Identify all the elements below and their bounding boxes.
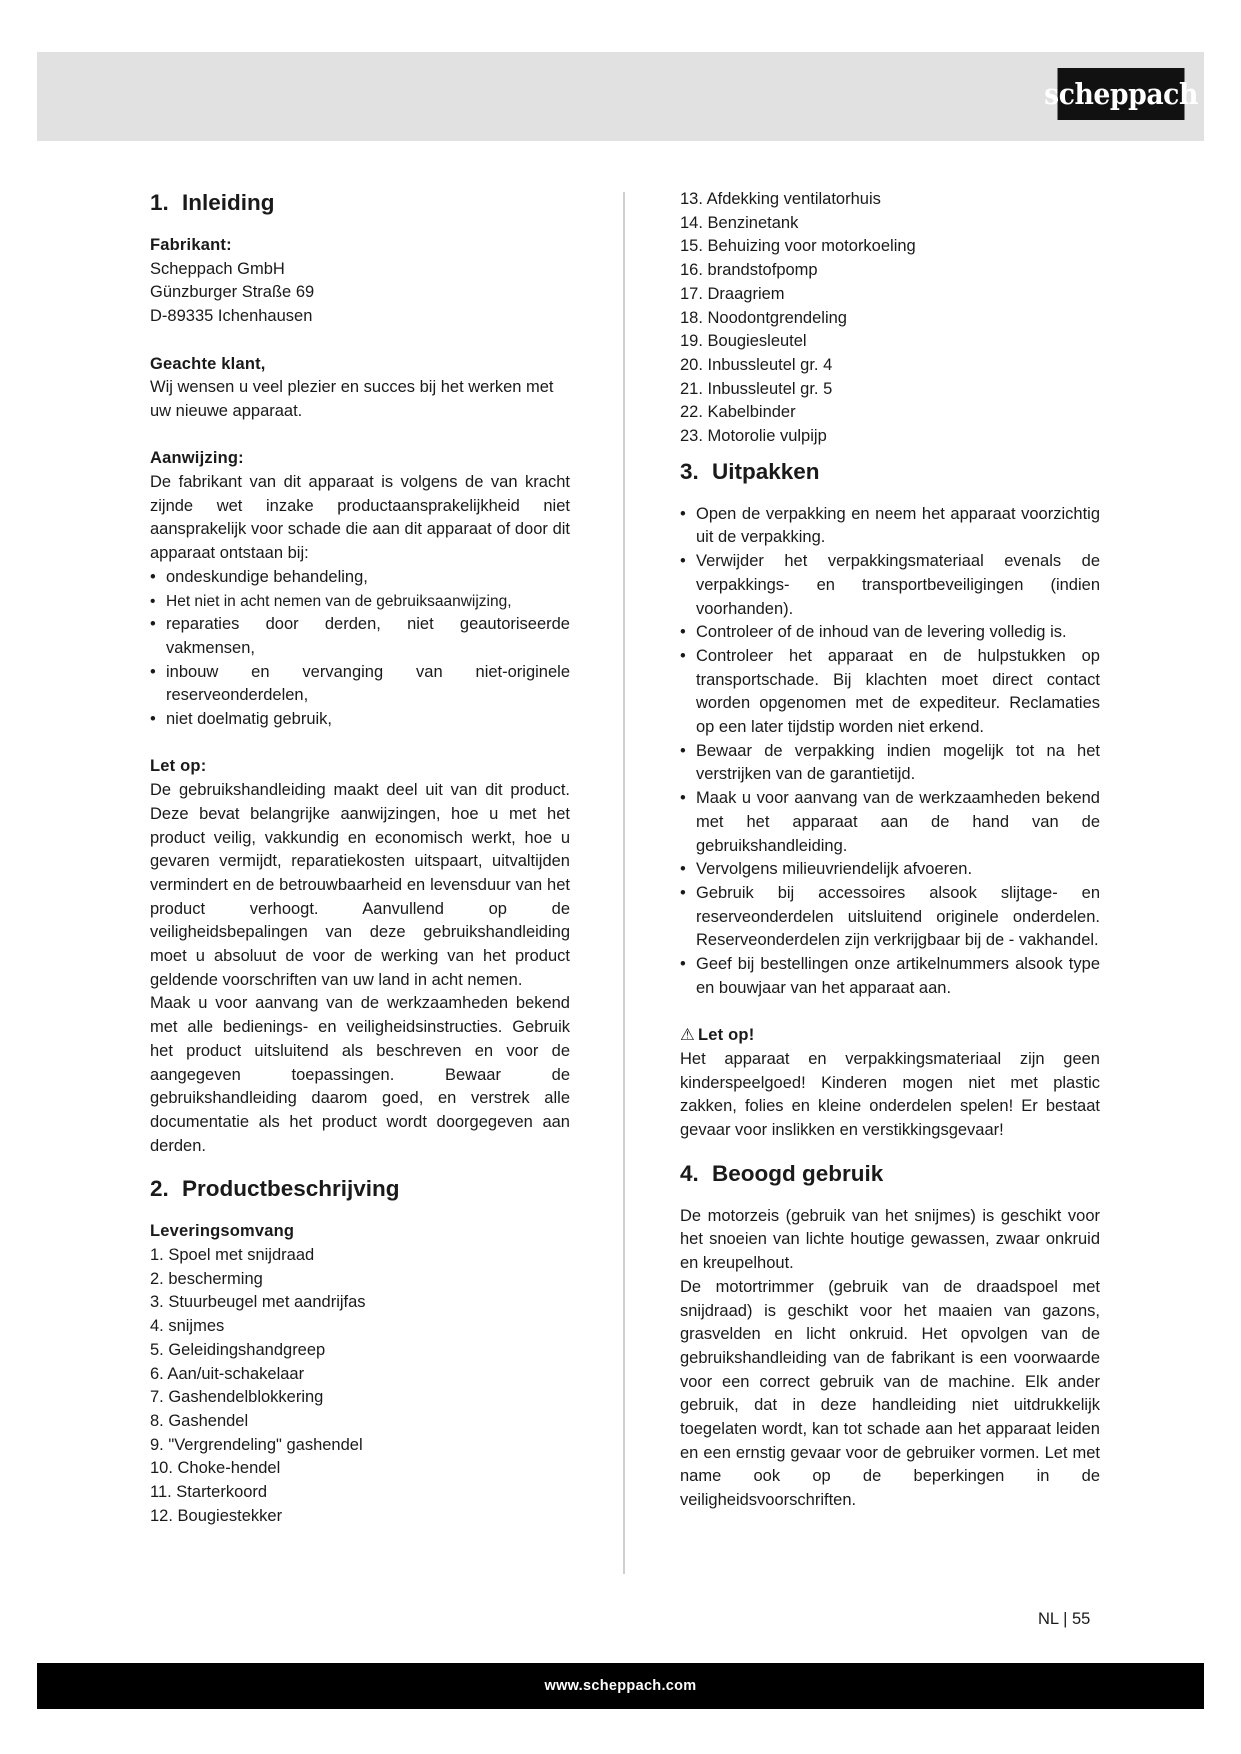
list-item: 9. "Vergrendeling" gashendel xyxy=(150,1435,363,1454)
warning-triangle-icon: ⚠ xyxy=(680,1026,695,1045)
list-item: • Controleer of de inhoud van de levering volledig is. xyxy=(680,621,1100,645)
fabrikant-line-1: Scheppach GmbH xyxy=(150,259,285,278)
section-3-heading xyxy=(680,457,1100,487)
list-item: 22. Kabelbinder xyxy=(680,403,796,422)
list-item: • inbouw en vervanging van niet-originele reserveonderdelen, xyxy=(150,661,570,708)
right-column xyxy=(680,188,1100,1513)
list-item: • niet doelmatig gebruik, xyxy=(150,708,570,732)
section-1-title: Inleiding xyxy=(182,190,275,215)
uitpakken-list xyxy=(680,503,1100,1001)
list-item: 11. Starterkoord xyxy=(150,1483,268,1502)
list-item: • Maak u voor aanvang van de werkzaamheden bekend met het apparaat aan de hand van de gebruikshandleiding. xyxy=(680,787,1100,858)
list-item: 6. Aan/uit-schakelaar xyxy=(150,1364,305,1383)
warning-text: Het apparaat en verpakkingsmateriaal zijn geen kinderspeelgoed! Kinderen mogen niet met plastic zakken, folies en kleine onderdelen spelen! Er bestaat gevaar voor inslikken en verstikkingsgevaar! xyxy=(680,1049,1100,1139)
list-item: 8. Gashendel xyxy=(150,1412,249,1430)
aanwijzing-text: De fabrikant van dit apparaat is volgens de van kracht zijnde wet inzake productaansprakelijkheid niet aansprakelijk voor schade die aan dit apparaat of door dit apparaat ontstaan bij: xyxy=(150,473,570,563)
list-item: • Bewaar de verpakking indien mogelijk tot na het verstrijken van de garantietijd. xyxy=(680,740,1100,787)
list-item: • Verwijder het verpakkingsmateriaal evenals de verpakkings- en transportbeveiligingen (indien voorhanden). xyxy=(680,550,1100,621)
list-item: 18. Noodontgrendeling xyxy=(680,308,847,327)
page-number-value: 55 xyxy=(1071,1610,1091,1628)
letop-text-1: De gebruikshandleiding maakt deel uit van dit product. Deze bevat belangrijke aanwijzingen, hoe u met het product veilig, vakkundig en economisch werkt, hoe u gevaren vermijdt, reparatiekosten uitspaart, uitvaltijden vermindert en de betrouwbaarheid en levensduur van het product verhoogt. Aanvullend op de veiligheidsbepalingen van deze gebruikshandleiding moet u absoluut de voor de werking van het product geldende voorschriften van uw land in acht nemen. xyxy=(150,781,570,989)
list-item: • Het niet in acht nemen van de gebruiksaanwijzing, xyxy=(150,590,570,614)
list-item: 2. bescherming xyxy=(150,1269,263,1288)
list-item: • ondeskundige behandeling, xyxy=(150,566,570,590)
section-3-title: Uitpakken xyxy=(712,458,820,484)
section-2-title: Productbeschrijving xyxy=(182,1176,400,1202)
parts-list-right xyxy=(680,188,1100,449)
list-item: • Vervolgens milieuvriendelijk afvoeren. xyxy=(680,858,1100,882)
section-3-number: 3. xyxy=(680,458,699,484)
language-code: NL xyxy=(1038,1610,1059,1628)
list-item: 19. Bougiesleutel xyxy=(680,332,807,351)
left-column xyxy=(150,188,570,1529)
section-1-heading xyxy=(150,188,570,218)
beoogd-text-2: De motortrimmer (gebruik van de draadspoel met snijdraad) is geschikt voor het maaien van gazons, grasvelden en licht onkruid. Het opvolgen van de gebruikshandleiding van de fabrikant is een voorwaarde voor een correct gebruik van de machine. Elk ander gebruik, dat in deze handleiding niet uitdrukkelijk toegelaten wordt, kan tot schade aan het apparaat leiden en een ernstig gevaar voor de gebruiker vormen. Let met name ook op de beperkingen in de veiligheidsvoorschriften. xyxy=(680,1277,1100,1510)
letop-label: Let op: xyxy=(150,757,207,776)
aanwijzing-label: Aanwijzing: xyxy=(150,449,244,468)
page-number xyxy=(1038,1610,1090,1629)
list-item: • reparaties door derden, niet geautoriseerde vakmensen, xyxy=(150,613,570,660)
aanwijzing-list xyxy=(150,566,570,732)
list-item: 14. Benzinetank xyxy=(680,213,799,232)
letop-text-2: Maak u voor aanvang van de werkzaamheden bekend met alle bedienings- en veiligheidsinstructies. Gebruik het product uitsluitend als beschreven en voor de aangegeven toepassingen. Bewaar de gebruikshandleiding daarom goed, en verstrek alle documentatie als het product wordt doorgegeven aan derden. xyxy=(150,994,570,1155)
list-item: • Controleer het apparaat en de hulpstukken op transportschade. Bij klachten moet direct contact worden opgenomen met de expediteur. Reclamaties op een later tijdstip worden niet erkend. xyxy=(680,645,1100,740)
list-item: 15. Behuizing voor motorkoeling xyxy=(680,237,916,256)
list-item: 5. Geleidingshandgreep xyxy=(150,1340,326,1359)
section-1-number: 1. xyxy=(150,190,169,215)
list-item: 20. Inbussleutel gr. 4 xyxy=(680,355,833,374)
list-item: 13. Afdekking ventilatorhuis xyxy=(680,190,881,208)
header-bar xyxy=(37,52,1204,141)
page-separator: | xyxy=(1063,1610,1068,1628)
list-item: 16. brandstofpomp xyxy=(680,261,818,280)
warning-label: Let op! xyxy=(698,1026,755,1045)
column-divider xyxy=(623,192,625,1574)
footer-bar xyxy=(37,1663,1204,1709)
list-item: • Gebruik bij accessoires alsook slijtage- en reserveonderdelen uitsluitend originele onderdelen. Reserveonderdelen zijn verkrijgbaar bij de - vakhandel. xyxy=(680,882,1100,953)
list-item: 21. Inbussleutel gr. 5 xyxy=(680,379,833,398)
section-4-number: 4. xyxy=(680,1160,699,1186)
section-2-heading xyxy=(150,1174,570,1204)
list-item: 17. Draagriem xyxy=(680,284,785,303)
fabrikant-label: Fabrikant: xyxy=(150,236,232,254)
list-item: • Geef bij bestellingen onze artikelnummers alsook type en bouwjaar van het apparaat aan. xyxy=(680,953,1100,1000)
fabrikant-line-2: Günzburger Straße 69 xyxy=(150,283,315,302)
section-4-heading xyxy=(680,1159,1100,1189)
parts-list-left xyxy=(150,1244,570,1528)
list-item: • Open de verpakking en neem het apparaat voorzichtig uit de verpakking. xyxy=(680,503,1100,550)
section-4-title: Beoogd gebruik xyxy=(712,1160,884,1186)
beoogd-text-1: De motorzeis (gebruik van het snijmes) is geschikt voor het snoeien van lichte houtige gewassen, zwaar onkruid en kreupelhout. xyxy=(680,1206,1100,1273)
warning-heading xyxy=(680,1024,1100,1048)
list-item: 23. Motorolie vulpijp xyxy=(680,427,827,446)
klant-text: Wij wensen u veel plezier en succes bij het werken met uw nieuwe apparaat. xyxy=(150,378,554,420)
scheppach-logo: scheppach xyxy=(1058,68,1185,120)
list-item: 7. Gashendelblokkering xyxy=(150,1388,324,1407)
section-2-number: 2. xyxy=(150,1176,169,1202)
list-item: 12. Bougiestekker xyxy=(150,1506,283,1525)
list-item: 1. Spoel met snijdraad xyxy=(150,1246,315,1265)
klant-label: Geachte klant, xyxy=(150,354,266,373)
list-item: 3. Stuurbeugel met aandrijfas xyxy=(150,1293,366,1312)
list-item: 4. snijmes xyxy=(150,1317,225,1336)
website-url: www.scheppach.com xyxy=(544,1678,697,1694)
fabrikant-line-3: D-89335 Ichenhausen xyxy=(150,307,313,326)
list-item: 10. Choke-hendel xyxy=(150,1459,281,1478)
leveringsomvang-label: Leveringsomvang xyxy=(150,1222,295,1241)
